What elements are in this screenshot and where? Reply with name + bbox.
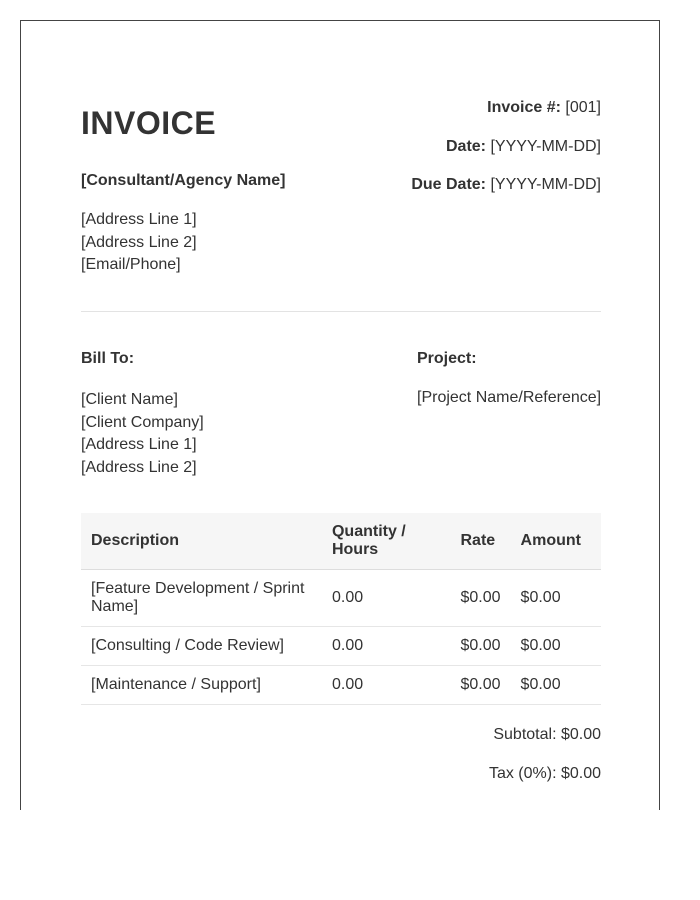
invoice-title: INVOICE — [81, 105, 217, 141]
row-amount: $0.00 — [511, 570, 601, 627]
header-amount: Amount — [511, 513, 601, 570]
subtotal: Subtotal: $0.00 — [493, 726, 601, 743]
invoice-meta — [411, 99, 601, 215]
consultant-address-line-1: [Address Line 1] — [81, 211, 197, 228]
consultant-address — [81, 209, 197, 277]
row-description: [Consulting / Code Review] — [81, 627, 322, 666]
project-name: [Project Name/Reference] — [417, 389, 602, 406]
header-quantity: Quantity / Hours — [322, 513, 451, 570]
row-rate: $0.00 — [451, 666, 511, 705]
table-header-row — [81, 513, 601, 570]
header-rate: Rate — [451, 513, 511, 570]
bill-to-details — [81, 389, 204, 479]
header-divider — [81, 311, 601, 312]
invoice-due-date-row — [411, 176, 601, 215]
line-items-table — [81, 513, 601, 705]
project-label: Project: — [417, 350, 477, 367]
invoice-date-label: Date: — [446, 137, 487, 155]
bill-to-label: Bill To: — [81, 350, 135, 367]
invoice-number-value: [001] — [565, 99, 601, 116]
row-quantity: 0.00 — [322, 570, 451, 627]
bill-to-section — [81, 350, 204, 479]
project-section — [417, 350, 601, 407]
table-row — [81, 570, 601, 627]
tax: Tax (0%): $0.00 — [488, 765, 601, 782]
row-quantity: 0.00 — [322, 627, 451, 666]
row-amount: $0.00 — [511, 666, 601, 705]
consultant-address-line-2: [Address Line 2] — [81, 233, 197, 251]
client-company: [Client Company] — [81, 413, 204, 431]
client-address-line-1: [Address Line 1] — [81, 436, 197, 453]
consultant-contact: [Email/Phone] — [81, 256, 181, 273]
row-rate: $0.00 — [451, 627, 511, 666]
client-name: [Client Name] — [81, 391, 178, 408]
invoice-number-label: Invoice #: — [487, 99, 561, 116]
invoice-date-row — [411, 138, 601, 177]
invoice-number-row — [411, 99, 601, 138]
row-description: [Maintenance / Support] — [81, 666, 322, 705]
row-amount: $0.00 — [511, 627, 601, 666]
client-address-line-2: [Address Line 2] — [81, 458, 197, 476]
row-rate: $0.00 — [451, 570, 511, 627]
header-description: Description — [81, 513, 322, 570]
row-quantity: 0.00 — [322, 666, 451, 705]
invoice-due-date-label: Due Date: — [411, 176, 487, 193]
invoice-page — [20, 20, 660, 810]
table-row — [81, 627, 601, 666]
invoice-due-date-value: [YYYY-MM-DD] — [490, 176, 601, 193]
totals-section — [489, 726, 601, 804]
invoice-date-value: [YYYY-MM-DD] — [490, 137, 601, 155]
table-row — [81, 666, 601, 705]
row-description: [Feature Development / Sprint Name] — [81, 570, 322, 627]
consultant-name: [Consultant/Agency Name] — [81, 172, 286, 189]
